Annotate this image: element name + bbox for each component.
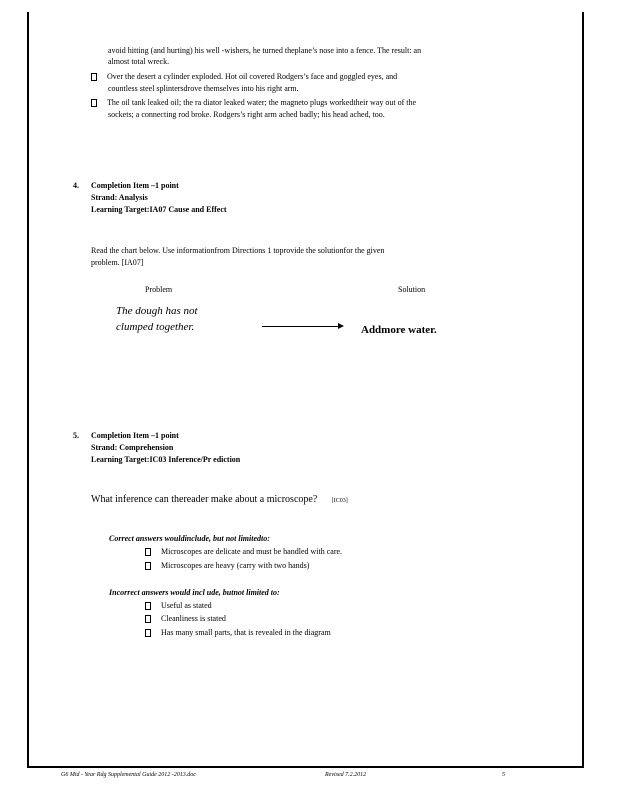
bullet-icon	[145, 615, 151, 623]
problem-header: Problem	[145, 285, 173, 294]
correct-answer-text: Microscopes are heavy (carry with two hands)	[161, 561, 310, 570]
problem-text-line-1: The dough has not	[116, 305, 198, 317]
passage-bullet-1	[91, 71, 397, 82]
q5-question-text: What inference can thereader make about a microscope?	[91, 494, 318, 505]
footer-filename: G6 Mid - Year Rdg Supplemental Guide 2012 -2013.doc	[61, 772, 196, 778]
bullet-icon	[91, 73, 97, 81]
passage-bullet-1-line-1: Over the desert a cylinder exploded. Hot oil covered Rodgers’s face and goggled eyes, and	[107, 72, 398, 81]
passage-bullet-2-line-1: The oil tank leaked oil; the ra diator leaked water; the magneto plugs workedtheir way out of the	[107, 98, 417, 107]
incorrect-answer-text: Cleanliness is stated	[161, 614, 226, 623]
passage-bullet-2	[91, 97, 416, 108]
bullet-icon	[145, 602, 151, 610]
passage-line-2: almost total wreck.	[108, 57, 170, 66]
incorrect-answer-item	[145, 627, 331, 638]
footer-page-number: 5	[502, 772, 505, 778]
arrow-icon	[262, 326, 342, 327]
q5-number: 5.	[73, 431, 79, 440]
solution-header: Solution	[398, 285, 426, 294]
correct-answers-heading: Correct answers wouldinclude, but not limitedto:	[109, 534, 270, 543]
bullet-icon	[145, 629, 151, 637]
q4-number: 4.	[73, 181, 79, 190]
footer-revised: Revised 7.2.2012	[325, 772, 367, 778]
bullet-icon	[145, 562, 151, 570]
q5-title-text: Completion Item –1 point	[91, 431, 179, 440]
correct-answer-text: Microscopes are delicate and must be handled with care.	[161, 547, 343, 556]
solution-text: Addmore water.	[361, 324, 437, 336]
passage-bullet-2-line-2: sockets; a connecting rod broke. Rodgers’s right arm ached badly; his head ached, too.	[108, 110, 385, 119]
q5-title	[73, 430, 179, 441]
q4-title-text: Completion Item –1 point	[91, 181, 179, 190]
q5-question-code: [IC03]	[331, 498, 348, 504]
passage-line-1: avoid hitting (and hurting) his well -wishers, he turned theplane’s nose into a fence. The result: an	[108, 46, 422, 55]
q5-strand: Strand: Comprehension	[91, 443, 174, 452]
correct-answer-item	[145, 560, 309, 571]
incorrect-answers-heading: Incorrect answers would incl ude, butnot limited to:	[109, 588, 280, 597]
q4-prompt-line-1: Read the chart below. Use informationfrom Directions 1 toprovide the solutionfor the given	[91, 246, 385, 255]
incorrect-answer-text: Has many small parts, that is revealed in the diagram	[161, 628, 331, 637]
q5-question	[91, 493, 348, 508]
incorrect-answer-text: Useful as stated	[161, 601, 212, 610]
problem-text-line-2: clumped together.	[116, 321, 195, 333]
q5-learning-target: Learning Target:IC03 Inference/Pr ediction	[91, 455, 241, 464]
bullet-icon	[145, 548, 151, 556]
q4-title	[73, 180, 179, 191]
q4-prompt-line-2: problem. [IA07]	[91, 258, 144, 267]
incorrect-answer-item	[145, 600, 212, 611]
q4-learning-target: Learning Target:IA07 Cause and Effect	[91, 205, 227, 214]
correct-answer-item	[145, 546, 342, 557]
page-border	[27, 12, 584, 768]
bullet-icon	[91, 99, 97, 107]
q4-strand: Strand: Analysis	[91, 193, 148, 202]
incorrect-answer-item	[145, 613, 226, 624]
passage-bullet-1-line-2: countless steel splintersdrove themselves into his right arm.	[108, 84, 299, 93]
